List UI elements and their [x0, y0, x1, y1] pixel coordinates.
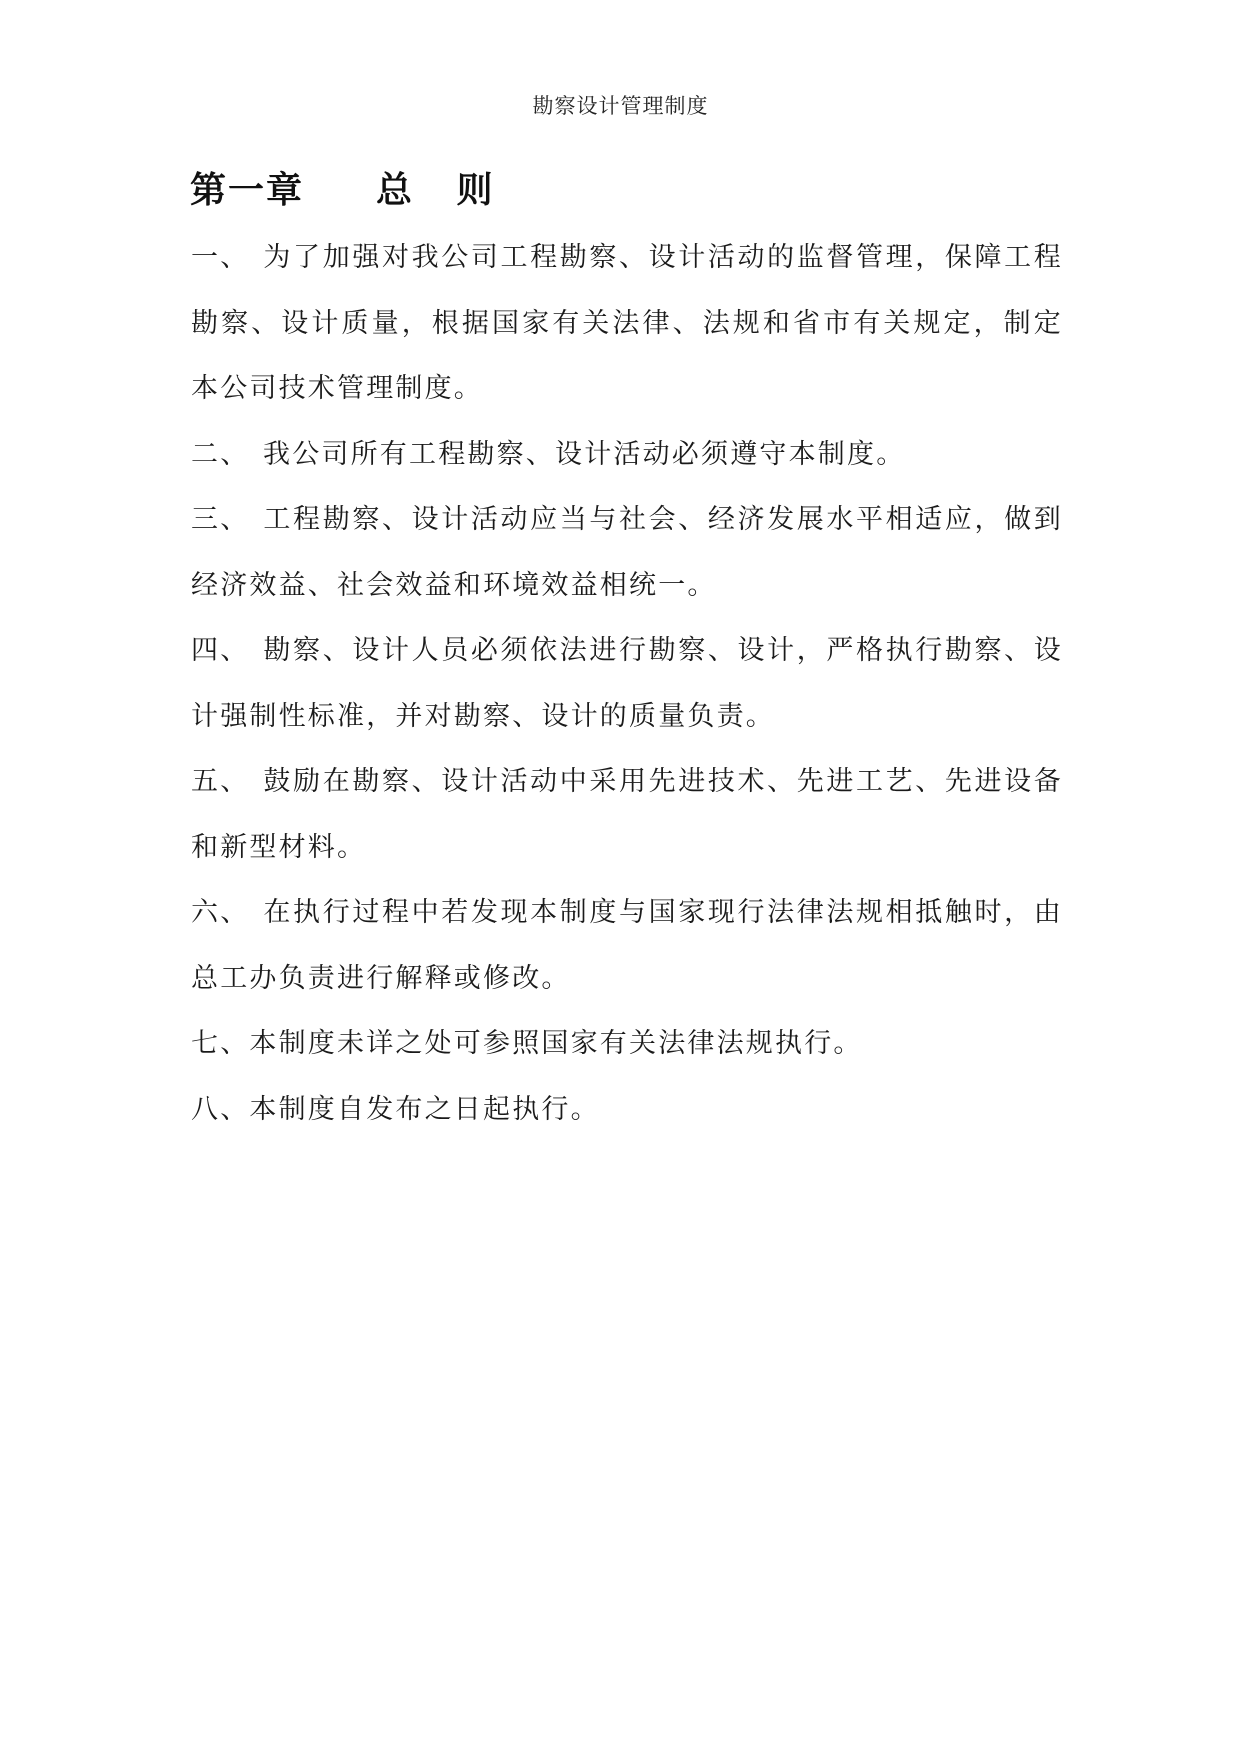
article-number: 一、: [191, 242, 250, 273]
article-number: 二、: [191, 438, 250, 470]
article-number: 四、: [191, 635, 250, 666]
article-number: 三、: [191, 504, 250, 535]
article-6: [191, 880, 1063, 1011]
article-4: [191, 618, 1063, 749]
article-text: 为了加强对我公司工程勘察、设计活动的监督管理，保障工程勘察、设计质量，根据国家有关法律、法规和省市有关规定，制定本公司技术管理制度。: [191, 242, 1063, 404]
article-number: 七、: [191, 1028, 250, 1059]
article-text: 鼓励在勘察、设计活动中采用先进技术、先进工艺、先进设备和新型材料。: [191, 766, 1063, 863]
chapter-number: 第一章: [190, 170, 305, 211]
article-2: [191, 422, 1063, 488]
chapter-heading: [190, 162, 509, 213]
article-number: 五、: [191, 766, 250, 797]
article-1: [191, 225, 1063, 422]
chapter-name: 总 则: [376, 170, 509, 211]
article-text: 本制度未详之处可参照国家有关法律法规执行。: [249, 1028, 863, 1059]
article-text: 工程勘察、设计活动应当与社会、经济发展水平相适应，做到经济效益、社会效益和环境效益相统一。: [191, 504, 1063, 601]
article-3: [191, 487, 1063, 618]
running-header: 勘察设计管理制度: [532, 94, 709, 118]
article-7: [191, 1011, 1063, 1077]
article-number: 八、: [191, 1093, 250, 1125]
article-number: 六、: [191, 897, 250, 928]
article-8: [191, 1077, 1063, 1143]
article-text: 我公司所有工程勘察、设计活动必须遵守本制度。: [263, 438, 906, 470]
chapter-body: [191, 225, 1063, 1142]
article-5: [191, 749, 1063, 880]
article-text: 勘察、设计人员必须依法进行勘察、设计，严格执行勘察、设计强制性标准，并对勘察、设计的质量负责。: [191, 635, 1063, 732]
article-text: 在执行过程中若发现本制度与国家现行法律法规相抵触时，由总工办负责进行解释或修改。: [191, 897, 1063, 994]
article-text: 本制度自发布之日起执行。: [249, 1093, 600, 1125]
